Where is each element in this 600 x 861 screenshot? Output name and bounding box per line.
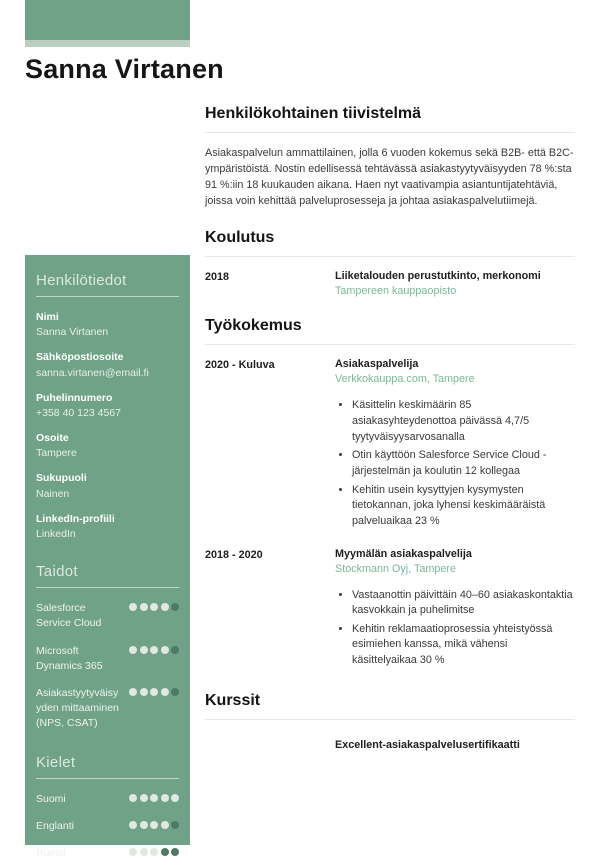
language-row (36, 819, 179, 834)
field-gender (36, 471, 179, 500)
field-label: LinkedIn-profiili (36, 512, 115, 525)
rating-dot (150, 794, 158, 802)
skill-rating (127, 646, 180, 654)
experience-entry (205, 358, 575, 532)
skill-row (36, 686, 179, 732)
field-phone (36, 391, 179, 420)
skill-row (36, 644, 179, 674)
language-rating (127, 794, 180, 802)
rating-dot (161, 603, 169, 611)
skill-label: Asiakastyytyväisyyden mittaaminen (NPS, CSAT) (36, 686, 119, 730)
languages-title: Kielet (36, 754, 179, 779)
rating-dot (140, 848, 148, 856)
field-label: Osoite (36, 432, 69, 445)
language-label: Ruotsi (36, 847, 66, 860)
experience-title: Työkokemus (205, 317, 575, 345)
rating-dot (161, 848, 169, 856)
experience-bullets (335, 588, 575, 669)
rating-dot (171, 646, 179, 654)
field-email (36, 350, 179, 379)
rating-dot (129, 821, 137, 829)
experience-details (335, 548, 575, 672)
experience-bullet: • Otin käyttöön Salesforce Service Cloud -järjestelmän ja koulutin 12 kollegaa (352, 448, 575, 479)
experience-period: 2018 - 2020 (205, 548, 263, 561)
rating-dot (171, 603, 179, 611)
rating-dot (140, 794, 148, 802)
language-row (36, 846, 179, 861)
summary-text: Asiakaspalvelun ammattilainen, jolla 6 vuoden kokemus sekä B2B- että B2C-ympäristöistä. Nostin edellisessä tehtävässä asiakastyytyväisyyden 78 %:sta 91 %:iin 18 kuukauden aikana. Haen nyt vaativampia asiantuntijatehtäviä, joissa voin kehittää palveluprosesseja ja johtaa asiakaspalvelutiimejä. (205, 147, 574, 207)
skills-title: Taidot (36, 563, 179, 588)
skill-row (36, 601, 179, 631)
course-name: Excellent-asiakaspalvelusertifikaatti (335, 738, 520, 751)
courses-title: Kurssit (205, 692, 575, 720)
field-linkedin (36, 512, 179, 541)
field-address (36, 431, 179, 460)
language-label: Suomi (36, 792, 66, 805)
rating-dot (140, 688, 148, 696)
experience-role: Myymälän asiakaspalvelija (335, 547, 472, 560)
education-degree: Liiketalouden perustutkinto, merkonomi (335, 270, 541, 283)
sidebar (25, 255, 190, 860)
main-column (205, 105, 575, 751)
rating-dot (140, 821, 148, 829)
rating-dot (129, 603, 137, 611)
rating-dot (150, 821, 158, 829)
language-label: Englanti (36, 819, 74, 832)
skill-label: Microsoft Dynamics 365 (36, 644, 103, 672)
language-row (36, 792, 179, 807)
experience-bullet: • Käsittelin keskimäärin 85 asiakasyhteydenottoa päivässä 4,7/5 tyytyväisyysarvosanalla (352, 398, 575, 445)
experience-bullet: • Kehitin usein kysyttyjen kysymysten tietokannan, joka lyhensi keskimääräistä palveluaikaa 23 % (352, 483, 575, 530)
education-title: Koulutus (205, 229, 575, 257)
sidebar-section-skills (36, 563, 179, 732)
field-label: Nimi (36, 311, 59, 323)
summary-title: Henkilökohtainen tiivistelmä (205, 105, 575, 133)
experience-bullet: • Vastaanottin päivittäin 40–60 asiakaskontaktia kasvokkain ja puhelimitse (352, 588, 575, 619)
field-value: +358 40 123 4567 (36, 406, 121, 419)
skill-rating (127, 603, 180, 611)
rating-dot (161, 688, 169, 696)
experience-role: Asiakaspalvelija (335, 358, 419, 371)
field-label: Puhelinnumero (36, 391, 113, 404)
education-details (335, 270, 575, 297)
rating-dot (140, 646, 148, 654)
skill-label: Salesforce Service Cloud (36, 602, 102, 630)
rating-dot (161, 646, 169, 654)
experience-entry (205, 548, 575, 672)
education-school: Tampereen kauppaopisto (335, 285, 457, 298)
field-value: Sanna Virtanen (36, 326, 109, 339)
field-value: Tampere (36, 447, 77, 460)
field-label: Sukupuoli (36, 472, 87, 485)
person-name: Sanna Virtanen (25, 54, 224, 84)
rating-dot (129, 688, 137, 696)
rating-dot (129, 794, 137, 802)
rating-dot (171, 688, 179, 696)
course-entry (205, 733, 575, 751)
experience-details (335, 358, 575, 532)
experience-company: Stockmann Oyj, Tampere (335, 562, 457, 575)
rating-dot (129, 848, 137, 856)
linkedin-link: LinkedIn (36, 527, 76, 540)
rating-dot (171, 794, 179, 802)
section-experience (205, 317, 575, 671)
sidebar-section-personal (36, 272, 179, 541)
education-entry (205, 270, 575, 297)
field-value: Nainen (36, 487, 70, 500)
header-accent-block (25, 0, 190, 40)
rating-dot (150, 688, 158, 696)
header-accent-strip (25, 40, 190, 47)
experience-period: 2020 - Kuluva (205, 359, 275, 372)
field-value: sanna.virtanen@email.fi (36, 366, 149, 379)
experience-bullet: • Kehitin reklamaatioprosessia yhteistyössä esimiehen kanssa, mikä vähensi käsittelyaikaa 30 % (352, 622, 575, 669)
field-label: Sähköpostiosoite (36, 351, 124, 364)
personal-details-title: Henkilötiedot (36, 272, 179, 297)
experience-company: Verkkokauppa.com, Tampere (335, 373, 475, 386)
rating-dot (150, 603, 158, 611)
rating-dot (171, 848, 179, 856)
section-courses (205, 692, 575, 751)
course-period (205, 733, 335, 751)
rating-dot (171, 821, 179, 829)
rating-dot (129, 646, 137, 654)
skill-rating (127, 688, 180, 696)
sidebar-section-languages (36, 754, 179, 861)
experience-bullets (335, 398, 575, 529)
section-education (205, 229, 575, 297)
language-rating (127, 848, 180, 856)
rating-dot (140, 603, 148, 611)
rating-dot (150, 646, 158, 654)
education-period: 2018 (205, 271, 230, 284)
rating-dot (161, 821, 169, 829)
language-rating (127, 821, 180, 829)
course-details (335, 733, 575, 751)
rating-dot (150, 848, 158, 856)
rating-dot (161, 794, 169, 802)
section-summary (205, 105, 575, 209)
field-name (36, 310, 179, 339)
